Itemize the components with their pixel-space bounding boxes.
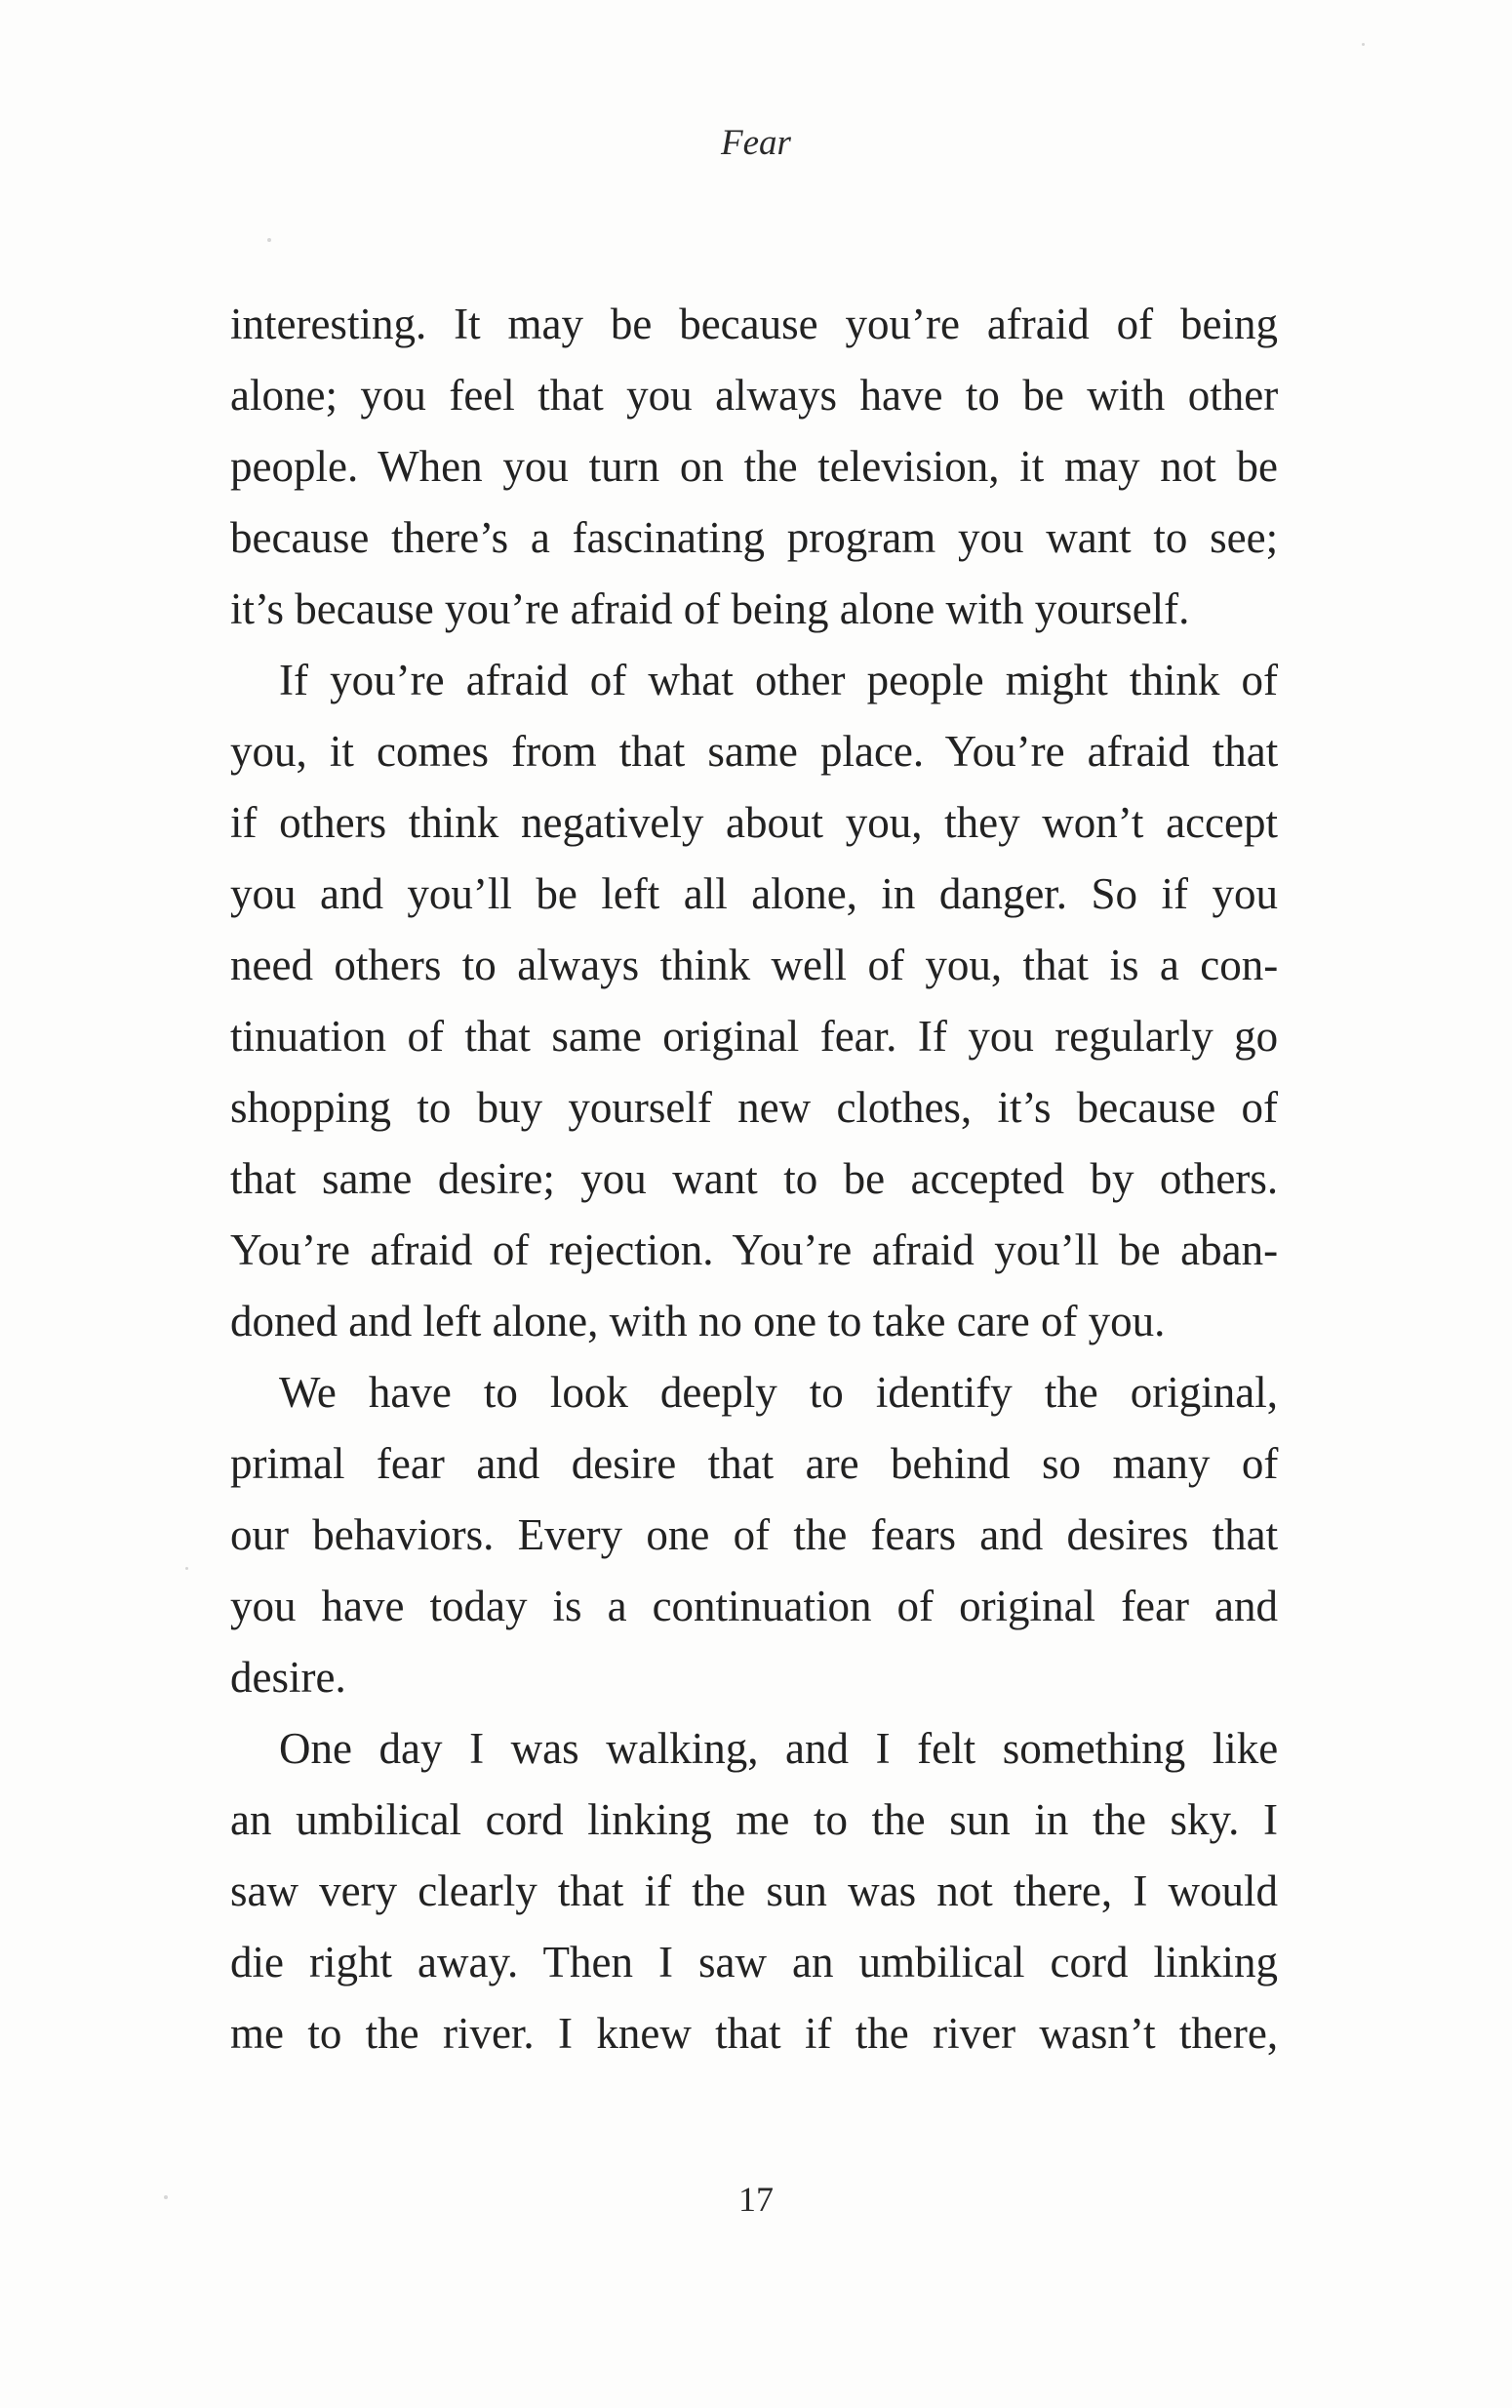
text-line: tinuation of that same original fear. If you regularly go	[230, 1012, 1279, 1061]
paragraph-1	[230, 289, 1278, 645]
text-line: if others think negatively about you, they won’t accept	[230, 798, 1278, 847]
page-number: 17	[738, 2180, 774, 2219]
text-line: If you’re afraid of what other people might think of	[279, 656, 1278, 704]
text-line: you, it comes from that same place. You’re afraid that	[230, 727, 1279, 776]
text-line: die right away. Then I saw an umbilical cord linking	[230, 1938, 1279, 1987]
text-line: you and you’ll be left all alone, in danger. So if you	[230, 869, 1278, 918]
text-line: you have today is a continuation of original fear and	[230, 1582, 1278, 1630]
body-text	[230, 289, 1278, 2069]
text-line: One day I was walking, and I felt something like	[279, 1724, 1279, 1773]
text-line: saw very clearly that if the sun was not there, I would	[230, 1866, 1278, 1915]
paragraph-4	[230, 1713, 1278, 2069]
text-line: people. When you turn on the television, it may not be	[230, 442, 1278, 491]
text-line: need others to always think well of you, that is a con-	[230, 941, 1279, 989]
text-line: desire.	[230, 1653, 346, 1702]
text-line: You’re afraid of rejection. You’re afraid you’ll be aban-	[230, 1225, 1279, 1274]
scan-speck	[185, 1567, 188, 1570]
paragraph-3	[230, 1357, 1278, 1713]
text-line: primal fear and desire that are behind so many of	[230, 1439, 1279, 1488]
scan-speck	[164, 2195, 168, 2199]
scan-speck	[267, 238, 271, 242]
text-line: interesting. It may be because you’re afraid of being	[230, 300, 1278, 348]
text-line: me to the river. I knew that if the river wasn’t there,	[230, 2009, 1279, 2058]
text-line: that same desire; you want to be accepted by others.	[230, 1154, 1279, 1203]
scan-speck	[1362, 43, 1365, 46]
text-line: doned and left alone, with no one to take care of you.	[230, 1297, 1166, 1345]
running-head: Fear	[721, 123, 791, 163]
text-line: our behaviors. Every one of the fears and desires that	[230, 1510, 1279, 1559]
text-line: because there’s a fascinating program you want to see;	[230, 513, 1279, 562]
text-line: an umbilical cord linking me to the sun in the sky. I	[230, 1795, 1278, 1844]
text-line: it’s because you’re afraid of being alone with yourself.	[230, 584, 1190, 633]
text-line: shopping to buy yourself new clothes, it’s because of	[230, 1083, 1278, 1132]
text-line: alone; you feel that you always have to be with other	[230, 371, 1279, 420]
text-line: We have to look deeply to identify the original,	[279, 1368, 1278, 1417]
paragraph-2	[230, 645, 1278, 1357]
